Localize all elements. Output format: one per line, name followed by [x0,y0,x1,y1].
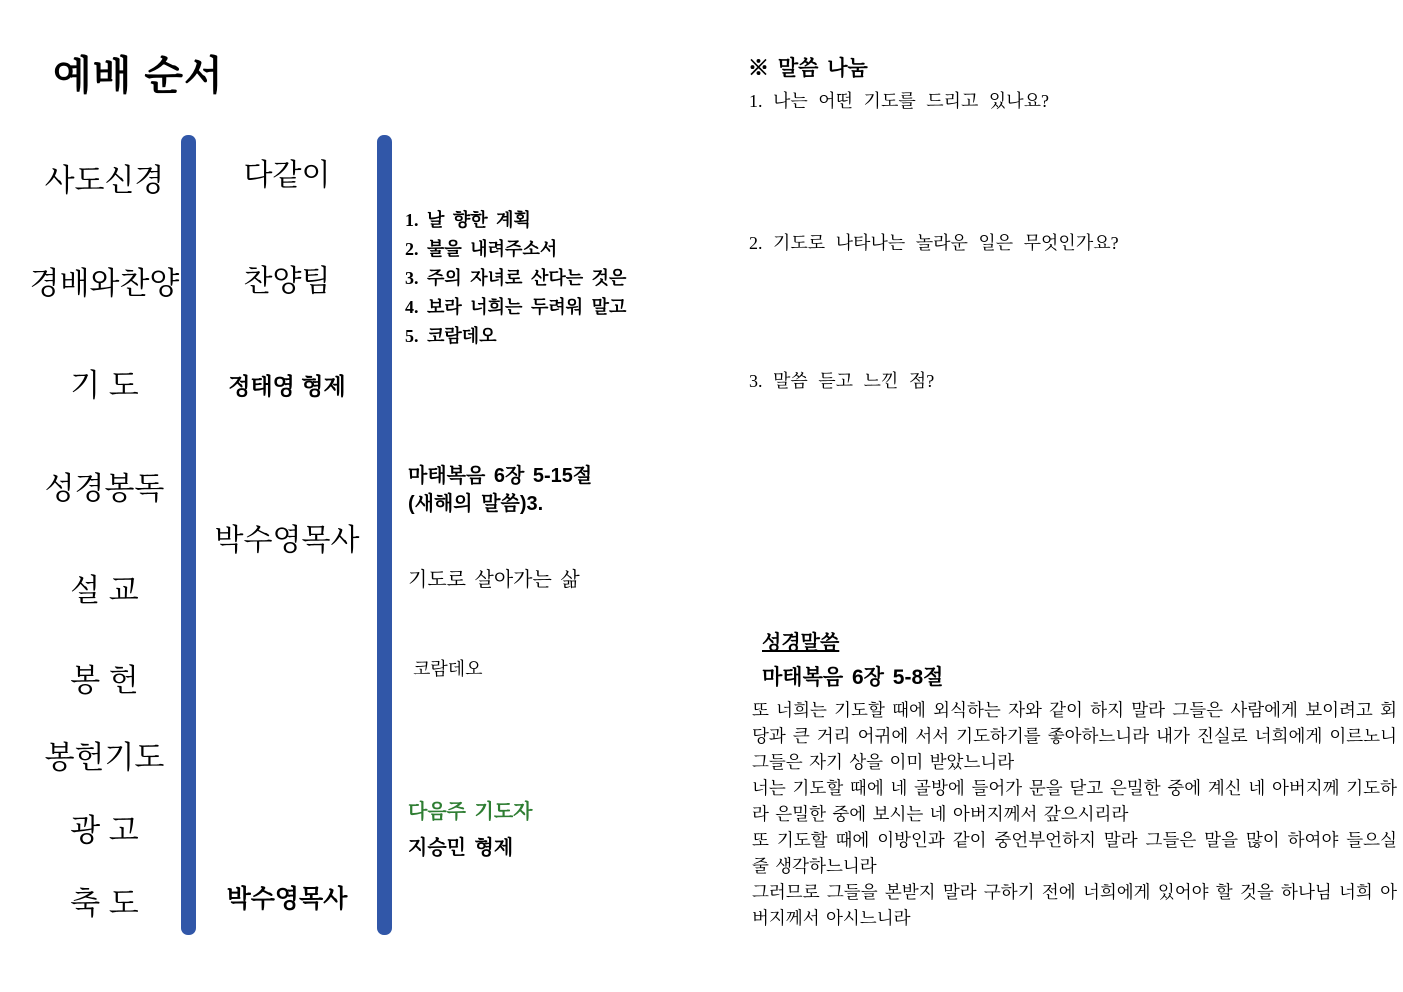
next-week-prayer-person: 지승민 형제 [408,837,514,859]
benediction-note: 코람데오 [413,659,483,679]
song-item: 4. 보라 너희는 두려워 말고 [405,297,627,317]
scripture-paragraph: 너는 기도할 때에 네 골방에 들어가 문을 닫고 은밀한 중에 계신 네 아버지께 기도하라 은밀한 중에 보시는 네 아버지께서 갚으시리라 [752,778,1397,824]
song-item: 3. 주의 자녀로 산다는 것은 [405,268,627,288]
scripture-paragraph: 또 기도할 때에 이방인과 같이 중언부언하지 말라 그들은 말을 많이 하여야 들으실 줄 생각하느니라 [752,830,1397,876]
song-item: 2. 불을 내려주소서 [405,239,558,259]
worship-item-sermon: 설 교 [70,573,139,608]
performer-praise-team: 찬양팀 [243,265,331,298]
scripture-reference: 마태복음 6장 5-8절 [762,666,944,689]
worship-item-prayer: 기 도 [70,368,139,403]
sharing-question-3: 3. 말씀 듣고 느낀 점? [749,371,935,391]
worship-item-benediction: 축 도 [70,886,139,921]
sermon-scripture-reference-line1: 마태복음 6장 5-15절 [408,465,593,487]
page-title: 예배 순서 [53,54,224,98]
worship-order-column [22,0,187,992]
worship-item-praise: 경배와찬양 [29,266,180,301]
scripture-body [752,697,1397,931]
sharing-question-2: 2. 기도로 나타나는 놀라운 일은 무엇인가요? [749,233,1119,253]
sermon-scripture-reference-line2: (새해의 말씀)3. [408,493,544,515]
performer-pastor-benediction: 박수영목사 [226,885,348,913]
worship-item-announcements: 광 고 [70,813,139,848]
song-list [405,206,675,351]
worship-item-scripture-reading: 성경봉독 [44,471,165,506]
performer-prayer-leader: 정태영 형제 [228,373,346,399]
sharing-heading: ※ 말씀 나눔 [748,57,868,80]
scripture-paragraph: 또 너희는 기도할 때에 외식하는 자와 같이 하지 말라 그들은 사람에게 보이려고 회당과 큰 거리 어귀에 서서 기도하기를 좋아하느니라 내가 진실로 너희에게 이르노니 그들은 자기 상을 이미 받았느니라 [752,700,1397,772]
sharing-question-1: 1. 나는 어떤 기도를 드리고 있나요? [749,91,1050,111]
scripture-paragraph: 그러므로 그들을 본받지 말라 구하기 전에 너희에게 있어야 할 것을 하나님 너희 아버지께서 아시느니라 [752,882,1397,928]
scripture-heading: 성경말씀 [762,632,840,654]
performer-all-together: 다같이 [243,159,331,192]
performers-column [202,0,372,992]
divider-bar-right [377,135,392,935]
performer-pastor: 박수영목사 [214,524,360,557]
worship-item-apostles-creed: 사도신경 [44,163,165,198]
worship-item-offering: 봉 헌 [70,663,139,698]
next-week-prayer-label: 다음주 기도자 [408,801,533,823]
worship-item-offering-prayer: 봉헌기도 [44,740,165,775]
sermon-scripture-reference [408,462,592,518]
song-item: 1. 날 향한 계획 [405,210,531,230]
song-item: 5. 코람데오 [405,326,497,346]
details-column [405,0,675,992]
sermon-title: 기도로 살아가는 삶 [408,569,580,591]
